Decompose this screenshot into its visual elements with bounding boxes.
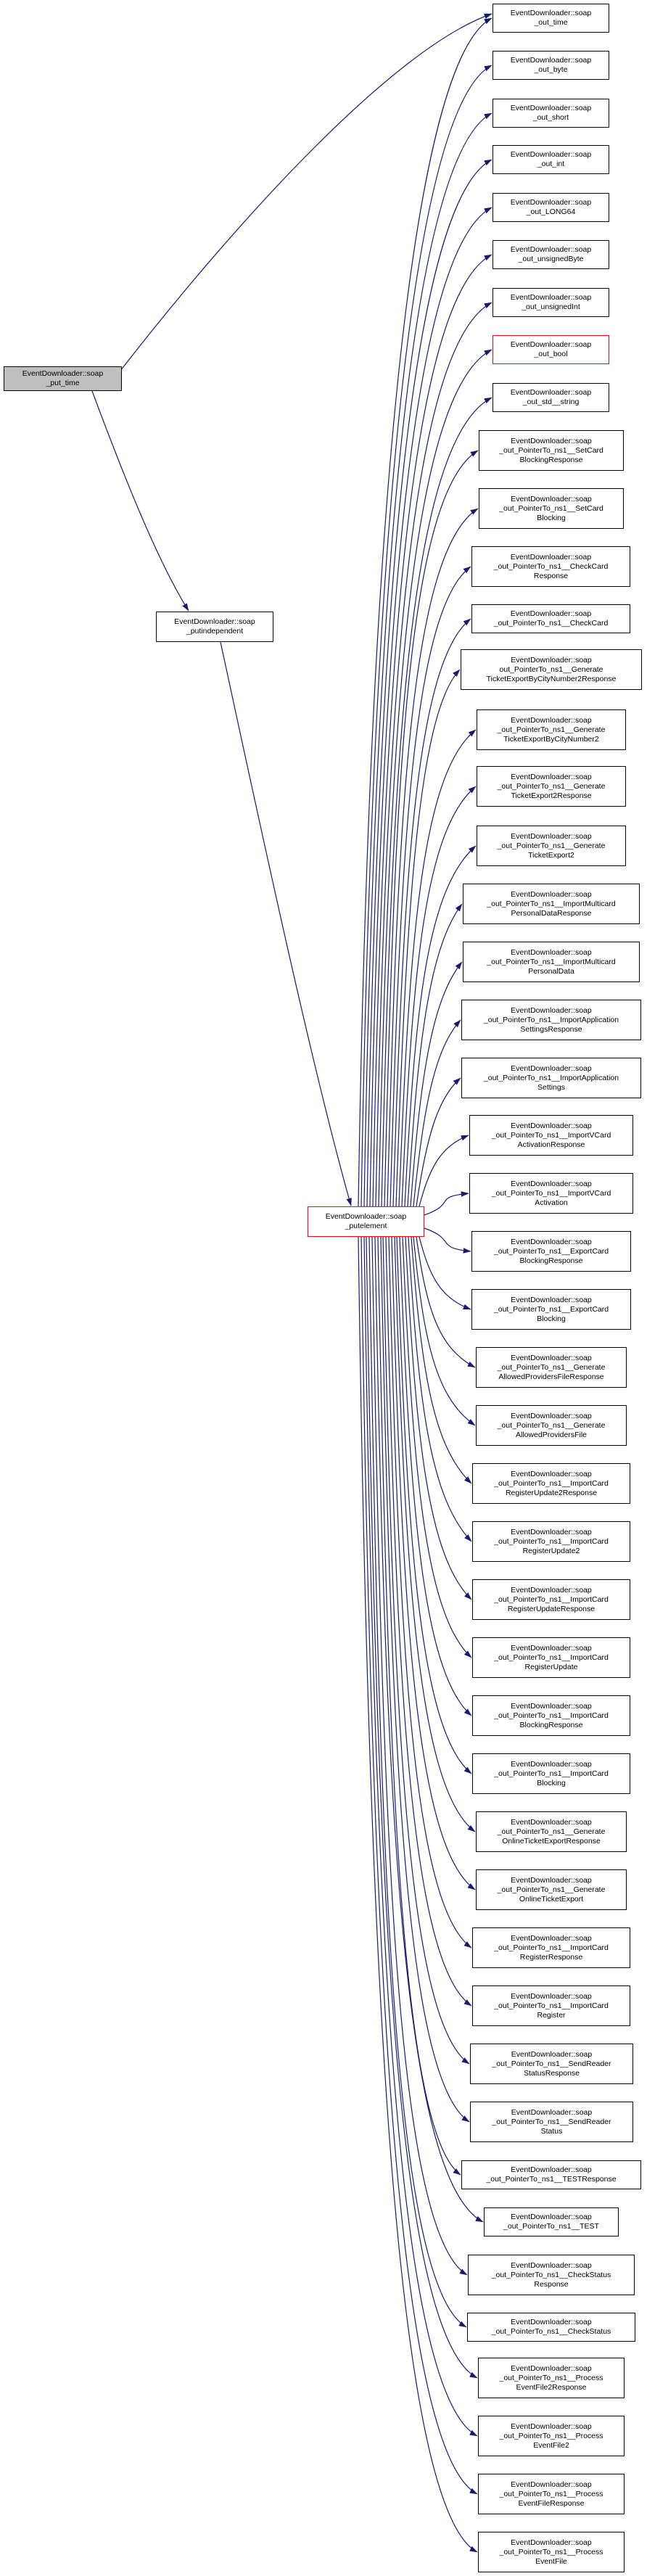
graph-node-label-line: EventDownloader::soap [510, 104, 592, 112]
graph-node-sendreaderstatusresponse[interactable] [470, 2044, 633, 2084]
graph-node-label-line: EventDownloader::soap [511, 1759, 592, 1769]
graph-node-label-line: EventDownloader::soap [511, 889, 592, 899]
graph-node-label-line: Activation [535, 1198, 568, 1207]
graph-node-importapplicationsettings[interactable] [461, 1058, 641, 1098]
call-edge-put_time-to-out_time [120, 14, 492, 371]
graph-node-label-line: EventFile2Response [516, 2382, 587, 2392]
call-edge-putelement-to-importapplicationsettings [416, 1078, 461, 1206]
call-edge-putelement-to-importcardregisterupdate [403, 1237, 471, 1658]
graph-node-label-line: EventDownloader::soap [511, 1121, 592, 1130]
graph-node-label-line: _out_PointerTo_ns1__ImportApplication [483, 1073, 619, 1082]
graph-node-importcardblockingresponse[interactable] [472, 1695, 630, 1736]
graph-node-checkcardresponse[interactable] [471, 546, 630, 587]
graph-node-label-line: _out_PointerTo_ns1__Process [499, 2431, 603, 2440]
graph-node-label-line: EventDownloader::soap [511, 1817, 592, 1827]
graph-node-test[interactable] [484, 2207, 619, 2236]
graph-node-label-line: _out_PointerTo_ns1__ExportCard [493, 1246, 609, 1256]
call-edge-putelement-to-gen_onlineticketexportresponse [395, 1237, 475, 1832]
call-edge-putelement-to-importcardregisterupdate2 [408, 1237, 471, 1542]
graph-node-out_std_string[interactable] [493, 383, 609, 412]
graph-node-label-line: Status [540, 2126, 563, 2136]
call-edge-put_time-to-putindependent [92, 391, 189, 611]
call-edge-putelement-to-importcardregisterupdateresponse [405, 1237, 471, 1600]
graph-node-label-line: EventDownloader::soap [511, 2165, 592, 2174]
graph-node-label-line: AllowedProvidersFile [515, 1430, 588, 1439]
graph-node-label-line: EventDownloader::soap [511, 436, 592, 445]
graph-node-label-line: EventDownloader::soap [510, 150, 592, 159]
graph-node-label-line: EventDownloader::soap [511, 1295, 592, 1304]
graph-node-label-line: SettingsResponse [520, 1024, 582, 1034]
graph-node-label-line: EventDownloader::soap [511, 1353, 592, 1362]
graph-node-label-line: EventDownloader::soap [511, 655, 592, 664]
graph-node-label-line: EventDownloader::soap [510, 293, 592, 302]
graph-node-label-line: _out_unsignedByte [518, 255, 584, 263]
call-edge-putelement-to-gen_onlineticketexport [392, 1237, 475, 1890]
graph-node-label-line: _out_time [534, 18, 568, 27]
graph-node-label-line: _out_PointerTo_ns1__ImportApplication [483, 1015, 619, 1024]
call-edge-putelement-to-importmulticardpersonaldata [411, 962, 462, 1206]
graph-node-label-line: EventDownloader::soap [511, 715, 592, 725]
graph-node-label-line: EventDownloader::soap [510, 609, 592, 618]
call-edge-putelement-to-importcardblockingresponse [400, 1237, 471, 1716]
graph-node-label-line: EventDownloader::soap [510, 9, 592, 17]
call-edge-putelement-to-gen_tebcn2response [396, 670, 460, 1206]
graph-node-label-line: TicketExportByCityNumber2 [503, 734, 599, 744]
graph-node-label-line: RegisterUpdate2 [522, 1546, 580, 1555]
graph-node-label-line: _out_PointerTo_ns1__ImportMulticard [487, 899, 616, 908]
graph-node-label-line: EventDownloader::soap [510, 245, 592, 254]
graph-node-label-line: _out_PointerTo_ns1__Generate [497, 725, 606, 734]
graph-node-label-line: _out_bool [534, 350, 568, 358]
graph-node-label-line: EventDownloader::soap [325, 1212, 407, 1221]
graph-node-label-line: EventDownloader::soap [511, 1875, 592, 1885]
graph-node-gen_tebcn2[interactable] [477, 709, 626, 750]
graph-node-label-line: OnlineTicketExport [519, 1894, 584, 1904]
graph-node-label-line: _out_PointerTo_ns1__Generate [497, 1420, 606, 1430]
graph-node-processeventfile[interactable] [478, 2532, 625, 2572]
graph-node-label-line: OnlineTicketExportResponse [502, 1836, 601, 1845]
graph-node-label-line: EventDownloader::soap [510, 198, 592, 207]
graph-node-label-line: Blocking [537, 513, 566, 522]
graph-node-label-line: Blocking [537, 1314, 566, 1323]
graph-node-label-line: _out_PointerTo_ns1__Generate [497, 1885, 606, 1894]
graph-node-label-line: EventDownloader::soap [511, 947, 592, 957]
graph-node-out_unsignedbyte[interactable] [493, 240, 609, 269]
call-edge-putelement-to-sendreaderstatus [381, 1237, 469, 2122]
graph-node-label-line: _out_PointerTo_ns1__ImportCard [494, 1943, 609, 1952]
graph-node-putindependent[interactable] [156, 612, 273, 642]
call-edge-putelement-to-importcardregisterresponse [389, 1237, 471, 1948]
graph-node-label-line: _out_PointerTo_ns1__CheckCard [493, 619, 609, 627]
graph-node-setcardblocking[interactable] [479, 488, 624, 529]
graph-node-label-line: EventDownloader::soap [511, 2421, 592, 2431]
graph-node-label-line: RegisterResponse [519, 1952, 583, 1962]
graph-node-label-line: _out_short [532, 113, 569, 122]
graph-node-label-line: Response [534, 2279, 569, 2289]
graph-node-out_time[interactable] [493, 4, 609, 33]
graph-node-processeventfileresponse[interactable] [478, 2474, 625, 2514]
graph-node-importmulticardpersonaldataresponse[interactable] [463, 884, 640, 924]
graph-node-label-line: _out_PointerTo_ns1__ImportCard [494, 2001, 609, 2010]
call-edge-putelement-to-exportcardblockingresponse [424, 1228, 471, 1251]
graph-node-label-line: _out_PointerTo_ns1__TEST [503, 2222, 599, 2231]
call-edge-putelement-to-processeventfile2response [366, 1237, 477, 2378]
graph-node-label-line: RegisterUpdate2Response [505, 1488, 598, 1497]
graph-node-label-line: EventFile2 [533, 2440, 569, 2450]
call-edge-putelement-to-importapplicationsettingsresponse [413, 1020, 461, 1206]
graph-node-label-line: EventDownloader::soap [511, 2260, 592, 2270]
graph-node-label-line: _out_PointerTo_ns1__Process [499, 2489, 603, 2498]
graph-node-label-line: EventDownloader::soap [511, 1005, 592, 1015]
call-edge-putelement-to-checkcard [393, 619, 471, 1206]
graph-node-label-line: TicketExportByCityNumber2Response [486, 674, 617, 683]
graph-node-label-line: _out_PointerTo_ns1__Generate [497, 781, 606, 791]
graph-node-label-line: EventDownloader::soap [511, 772, 592, 781]
graph-node-importcardregisterupdate2response[interactable] [472, 1463, 630, 1504]
graph-node-label-line: _out_int [537, 160, 565, 168]
graph-node-gen_onlineticketexportresponse[interactable] [476, 1811, 627, 1852]
graph-node-label-line: EventDownloader::soap [511, 2318, 592, 2326]
call-edge-putelement-to-gen_te2response [402, 786, 476, 1206]
graph-node-label-line: _out_PointerTo_ns1__CheckCard [493, 561, 609, 571]
graph-node-label-line: EventDownloader::soap [511, 1701, 592, 1711]
call-edge-putelement-to-gen_allowedprovidersfile [413, 1237, 475, 1425]
graph-node-label-line: _out_PointerTo_ns1__SendReader [492, 2059, 611, 2068]
graph-node-importapplicationsettingsresponse[interactable] [461, 1000, 641, 1040]
graph-node-label-line: Blocking [537, 1778, 566, 1787]
graph-node-importcardregisterupdateresponse[interactable] [472, 1579, 630, 1620]
graph-node-label-line: TicketExport2 [528, 850, 574, 860]
graph-node-label-line: EventDownloader::soap [511, 1469, 592, 1478]
graph-node-testresponse[interactable] [461, 2160, 641, 2189]
graph-node-label-line: EventDownloader::soap [511, 1179, 592, 1188]
call-edge-putelement-to-testresponse [378, 1237, 461, 2175]
graph-node-gen_tebcn2response[interactable] [461, 649, 642, 690]
graph-node-label-line: _out_PointerTo_ns1__Process [499, 2547, 603, 2556]
graph-node-label-line: out_PointerTo_ns1__Generate [499, 664, 603, 674]
call-edge-putelement-to-gen_allowedprovidersfileresponse [416, 1237, 475, 1367]
graph-node-gen_te2[interactable] [477, 826, 626, 866]
graph-node-label-line: _out_PointerTo_ns1__SetCard [499, 503, 603, 513]
graph-node-label-line: PersonalDataResponse [511, 908, 592, 918]
graph-node-out_int[interactable] [493, 145, 609, 174]
graph-node-label-line: EventDownloader::soap [511, 2049, 593, 2059]
graph-node-label-line: _out_PointerTo_ns1__SetCard [499, 445, 603, 455]
graph-node-label-line: EventDownloader::soap [511, 494, 592, 503]
graph-node-label-line: _out_PointerTo_ns1__CheckStatus [491, 2270, 611, 2279]
call-edge-putelement-to-importvcardactivationresponse [419, 1135, 469, 1206]
graph-node-label-line: EventDownloader::soap [511, 1643, 592, 1653]
call-edge-putelement-to-importcardregister [386, 1237, 471, 2006]
graph-node-gen_allowedprovidersfileresponse[interactable] [476, 1347, 627, 1388]
graph-node-importcardregisterresponse[interactable] [472, 1927, 630, 1968]
graph-node-label-line: EventDownloader::soap [511, 2107, 593, 2117]
graph-node-importvcardactivationresponse[interactable] [469, 1115, 633, 1156]
graph-node-label-line: _out_PointerTo_ns1__CheckStatus [491, 2327, 611, 2336]
graph-node-label-line: _out_PointerTo_ns1__ImportCard [494, 1478, 609, 1488]
graph-node-label-line: _out_PointerTo_ns1__ImportVCard [491, 1130, 611, 1140]
graph-node-label-line: _out_LONG64 [526, 207, 576, 216]
graph-node-label-line: EventDownloader::soap [511, 1991, 592, 2001]
graph-node-gen_te2response[interactable] [477, 766, 626, 807]
graph-node-label-line: EventDownloader::soap [510, 340, 592, 349]
call-edge-putelement-to-checkcardresponse [390, 567, 471, 1206]
graph-node-label-line: _out_PointerTo_ns1__ImportCard [494, 1594, 609, 1604]
call-edge-putelement-to-processeventfileresponse [361, 1237, 477, 2494]
graph-node-label-line: EventDownloader::soap [511, 2480, 592, 2489]
graph-node-exportcardblockingresponse[interactable] [471, 1231, 631, 1272]
graph-node-processeventfile2[interactable] [478, 2416, 625, 2456]
graph-node-label-line: _out_PointerTo_ns1__ImportCard [494, 1653, 609, 1662]
graph-node-setcardblockingresponse[interactable] [479, 430, 624, 471]
graph-node-gen_onlineticketexport[interactable] [476, 1869, 627, 1910]
graph-node-label-line: EventFile [535, 2556, 567, 2566]
graph-node-label-line: _out_std__string [522, 398, 580, 406]
graph-node-label-line: _putindependent [186, 627, 244, 635]
graph-node-label-line: EventDownloader::soap [510, 552, 592, 561]
call-edge-putelement-to-importvcardactivation [424, 1193, 469, 1215]
graph-node-importvcardactivation[interactable] [469, 1173, 633, 1214]
graph-node-importcardblocking[interactable] [472, 1753, 630, 1794]
graph-node-label-line: EventDownloader::soap [511, 1933, 592, 1943]
graph-node-label-line: RegisterUpdate [524, 1662, 578, 1671]
graph-node-label-line: EventDownloader::soap [511, 2213, 592, 2221]
call-edge-putelement-to-test [375, 1237, 483, 2222]
graph-node-label-line: BlockingResponse [519, 1720, 583, 1729]
graph-node-label-line: _out_PointerTo_ns1__ImportCard [494, 1711, 609, 1720]
graph-node-importmulticardpersonaldata[interactable] [463, 942, 640, 982]
call-edge-putelement-to-exportcardblocking [419, 1237, 471, 1309]
graph-node-label-line: EventDownloader::soap [511, 2538, 592, 2547]
graph-node-label-line: EventDownloader::soap [511, 1063, 592, 1073]
graph-node-checkstatusresponse[interactable] [468, 2255, 635, 2295]
graph-node-checkcard[interactable] [471, 604, 630, 633]
graph-node-importcardregisterupdate2[interactable] [472, 1521, 630, 1562]
call-edge-putelement-to-processeventfile2 [364, 1237, 477, 2436]
call-edge-putelement-to-checkstatus [369, 1237, 466, 2327]
call-edge-putelement-to-setcardblocking [387, 509, 478, 1206]
graph-node-label-line: EventDownloader::soap [511, 1585, 592, 1594]
graph-node-label-line: _out_byte [534, 65, 568, 74]
graph-node-label-line: TicketExport2Response [511, 791, 592, 800]
graph-node-label-line: ActivationResponse [517, 1140, 585, 1149]
call-edge-putelement-to-importcardblocking [397, 1237, 471, 1774]
graph-node-label-line: RegisterUpdateResponse [507, 1604, 596, 1613]
graph-node-label-line: EventFileResponse [518, 2498, 585, 2508]
graph-node-label-line: EventDownloader::soap [511, 1527, 592, 1536]
graph-node-label-line: _putelement [345, 1222, 387, 1230]
graph-node-label-line: AllowedProvidersFileResponse [498, 1372, 604, 1381]
graph-node-out_byte[interactable] [493, 51, 609, 80]
graph-node-label-line: EventDownloader::soap [511, 831, 592, 841]
graph-node-label-line: EventDownloader::soap [510, 56, 592, 65]
graph-node-label-line: _out_PointerTo_ns1__ImportMulticard [487, 957, 616, 966]
graph-node-label-line: EventDownloader::soap [174, 617, 255, 626]
call-edge-putindependent-to-putelement [221, 642, 351, 1206]
graph-node-processeventfile2response[interactable] [478, 2358, 625, 2398]
graph-node-out_short[interactable] [493, 99, 609, 128]
graph-node-label-line: Settings [537, 1082, 565, 1092]
graph-node-label-line: EventDownloader::soap [22, 369, 104, 378]
call-edge-putelement-to-out_long64 [370, 207, 492, 1206]
graph-node-putelement[interactable] [308, 1206, 424, 1237]
graph-node-out_bool[interactable] [493, 335, 609, 364]
graph-node-importcardregisterupdate[interactable] [472, 1637, 630, 1678]
graph-node-put_time [4, 366, 122, 391]
call-edge-putelement-to-importcardregisterupdate2response [411, 1237, 471, 1484]
graph-node-label-line: StatusResponse [523, 2068, 580, 2078]
graph-node-checkstatus[interactable] [467, 2313, 635, 2342]
graph-node-label-line: EventDownloader::soap [511, 1411, 592, 1420]
graph-node-label-line: _out_unsignedInt [522, 303, 580, 311]
graph-node-out_long64[interactable] [493, 193, 609, 222]
graph-node-label-line: _put_time [46, 379, 80, 387]
graph-node-label-line: EventDownloader::soap [511, 1237, 592, 1246]
graph-node-label-line: _out_PointerTo_ns1__ImportCard [494, 1536, 609, 1546]
graph-node-label-line: _out_PointerTo_ns1__Generate [497, 1827, 606, 1836]
graph-node-label-line: _out_PointerTo_ns1__TESTResponse [486, 2175, 617, 2184]
graph-node-label-line: _out_PointerTo_ns1__Generate [497, 1362, 606, 1372]
graph-node-label-line: Response [533, 571, 569, 580]
graph-node-exportcardblocking[interactable] [471, 1289, 631, 1330]
graph-node-label-line: EventDownloader::soap [511, 2363, 592, 2373]
graph-node-sendreaderstatus[interactable] [470, 2102, 633, 2142]
call-edge-putelement-to-checkstatusresponse [372, 1237, 467, 2275]
graph-node-label-line: _out_PointerTo_ns1__SendReader [492, 2117, 611, 2126]
call-edge-putelement-to-processeventfile [358, 1237, 477, 2552]
graph-node-label-line: PersonalData [528, 966, 574, 976]
graph-node-importcardregister[interactable] [472, 1986, 630, 2026]
graph-node-label-line: EventDownloader::soap [510, 388, 592, 397]
graph-node-label-line: _out_PointerTo_ns1__Generate [497, 841, 606, 850]
graph-node-label-line: BlockingResponse [519, 1256, 583, 1265]
graph-node-label-line: _out_PointerTo_ns1__ExportCard [493, 1304, 609, 1314]
graph-node-label-line: _out_PointerTo_ns1__ImportVCard [491, 1188, 611, 1198]
graph-node-out_unsignedint[interactable] [493, 288, 609, 317]
graph-node-gen_allowedprovidersfile[interactable] [476, 1405, 627, 1446]
graph-node-label-line: BlockingResponse [519, 455, 583, 464]
graph-node-label-line: _out_PointerTo_ns1__Process [499, 2373, 603, 2382]
graph-node-label-line: Register [537, 2010, 566, 2020]
call-edge-putelement-to-sendreaderstatusresponse [383, 1237, 469, 2064]
call-edge-putelement-to-importmulticardpersonaldataresponse [408, 904, 462, 1206]
graph-node-label-line: _out_PointerTo_ns1__ImportCard [494, 1769, 609, 1778]
